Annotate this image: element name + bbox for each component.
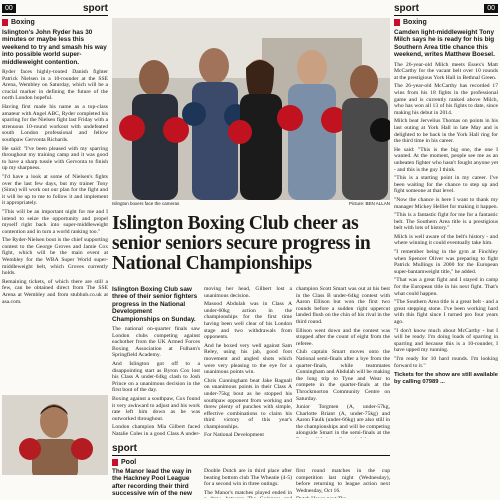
article-paragraph (296, 496, 390, 498)
tickets-note: Tickets for the show are still available by calling 07989 ... (394, 372, 498, 385)
article-paragraph: Junior Torgmen (A, under-57kg, Charlotte Briant (A, under-75kg) and Aaron Faulk (under-66kg) are also still in the championships and will be competing alongside Smart in the semi-finals at the (296, 404, 390, 437)
main-headline: Islington Boxing Club cheer as senior seniors secure progress in National Championships (112, 213, 371, 274)
article-paragraph: first round matches in the cup competition last night (Wednesday), before returning to league action next Wednesday, Oct 16. (296, 468, 390, 494)
red-tag-icon (112, 459, 118, 466)
boxer-portrait-photo (2, 395, 108, 475)
article-paragraph: And Islington got off to a disappointing start as Byron Cox lost his Class A under-64kg clash to Josh Prince on a unanimous decision in the first bout of the day. (112, 361, 200, 394)
article-paragraph: moving her head, Gilbert lost a unanimous decision. (204, 286, 292, 299)
section-header-left (2, 2, 108, 16)
main-col-3 (296, 286, 390, 438)
article-paragraph: He said: "This is the big one, the one I wanted. At the moment, people see me as an unbeaten fighter who hasn't fought anyone yet - and this is the guy I think. (394, 146, 498, 173)
article-paragraph: Club captain Smart moves onto the National semi-finals after a bye from the quarter-finals, while teammates Cunningham and Abdulah will be making the long trip to Tyne and Wear to compete in the quarter-finals at the Throckmorton Community Centre on Saturday. (296, 349, 390, 402)
article-paragraph: Ellison went down and the contest was stopped after the count of eight from the referee. (296, 327, 390, 347)
article-paragraph: Double Dutch are in third place after beating bottom club The Wheatie (4-5) for a second win in three outings. (204, 468, 292, 488)
article-paragraph: Ryder faces highly-touted Danish fighter Patrick Nielsen in a 10-rounder at the SSE Arena, Wembley on Saturday, which will be a crucial marker in defining the future of the north London hopeful. (2, 69, 108, 102)
article-paragraph: The 26-year-old McCarthy has recorded 17 wins from his 18 fights in the professional game and is currently ranked above Milch, who has won all 13 of his fights to date, since making his debut in 2014. (394, 83, 498, 116)
article-paragraph: Milch is well aware of the belt's history - and where winning it could eventually take him. (394, 233, 498, 247)
photo-caption (112, 201, 390, 206)
article-paragraph: Having first made his name as a top-class amateur with Angel ABC, Ryder completed his sparring for the Nielsen fight last Friday with a strenuous 10-round workout with undefeated south London professional and fellow southpaw Gervonta Richards. (2, 104, 108, 143)
article-paragraph: "This is a starting point in my career. I've been waiting for the chance to step up and fight someone at that level. (394, 175, 498, 195)
article-paragraph: "That was a great fight and I stayed in camp for the European title in his next fight. That's what could happen. (394, 277, 498, 297)
section-header-right (394, 2, 498, 16)
sport-label: sport (394, 3, 419, 14)
article-paragraph: And he boxed very well against Sam Reley, using his jab, good foot movement and angled shots which were very pleasing to the eye for a unanimous points win. (204, 342, 292, 376)
page-number: 00 (2, 4, 16, 13)
article-paragraph: The Ryder-Nielsen bout is the chief supporting contest to the George Groves and Jamie Cox fight, which will be the main event at Wembley for the WBA Super World super-middleweight belt, which Groves currently holds. (2, 237, 108, 277)
red-tag-icon (394, 19, 400, 26)
article-paragraph: "I'm ready for 10 hard rounds. I'm looking forward to it." (394, 355, 498, 369)
caption-credit: Picture: BEN ALLAN (348, 201, 390, 206)
article-paragraph: champion Scott Smart was out at his best in the Class B under-64kg contest with Aaron Ellison but won the first two rounds before a sudden right uppercut landed flush on the chin of his rival in the third round. (296, 286, 390, 325)
section-kicker: Boxing (2, 19, 108, 26)
section-kicker: Boxing (394, 19, 498, 26)
sport-label: sport (83, 3, 108, 14)
red-tag-icon (2, 19, 8, 26)
article-paragraph: Remaining tickets, of which there are still a few, can be obtained direct from The SSE Arena at Wembley and from stubhub.co.uk at asa.com. (2, 278, 108, 305)
page-number: 00 (484, 4, 498, 13)
caption-text: Islington boxers face the cameras (112, 201, 180, 206)
main-col-1 (112, 286, 200, 438)
article-paragraph: "I don't know much about McCarthy - but I will be ready. I'm doing loads of sparring in sparring and because this is a 10-rounder, I have upped my running. (394, 327, 498, 354)
article-lead: The Manor lead the way in the Hackney Pool League after recording their third successive win of the new (112, 468, 192, 498)
article-lead: Camden light-middleweight Tony Milch says he is ready for his big Southern Area title chance this weekend, writes Matthew Boesel. (394, 29, 495, 59)
sport-label: sport (112, 443, 137, 454)
pool-section (112, 442, 390, 498)
section-kicker: Pool (112, 459, 390, 466)
article-paragraph: "This is a fantastic fight for me for a fantastic belt. The Southern Area title is a prestigious belt with lots of history." (394, 212, 498, 232)
article-paragraph: "I remember being in the gym at Finchley when Spencer Oliver was preparing to fight Patrick Mullings in 2000 for the European super-bantamweight title," he added. (394, 249, 498, 275)
article-paragraph: For National Development (204, 432, 264, 438)
article-paragraph: Boxing against a southpaw, Cox found it very awkward to adjust and his work rate left him down as he was outworked throughout. (112, 395, 200, 422)
article-paragraph: Masood Abdulah was in Class A under-60kg action in the championships for the first time having been well clear of his London stage and two withdrawals from opponents. (204, 301, 292, 341)
article-paragraph: "The Southern Area title is a great belt - and a great stepping stone. I've been working hard with this fight since I turned pro four years ago. (394, 299, 498, 325)
article-lead: Islington Boxing Club saw three of their senior fighters progress in the National Development Championships on Sunday. (112, 286, 198, 323)
article-paragraph: The Manor's matches played ended in (204, 489, 292, 496)
article-lead: Islington's John Ryder has 30 minutes or maybe less this weekend to try and smash his way into possible world super-middleweight contention. (2, 29, 107, 66)
article-paragraph: London champion Mia Gilbert faced Natalie Coles in a good Class A under- (112, 424, 200, 437)
right-column (394, 2, 498, 498)
article-paragraph: The 26-year-old Milch meets Essex's Matt McCarthy for the vacant belt over 10 rounds at the prestigious York Hall in Bethnal Green. (394, 61, 498, 81)
article-paragraph: The national on-quarter finals saw London clubs competing against eachother from the UK Armed Forces Boxing Association at Fulham's Springfield Academy. (112, 326, 200, 359)
main-col-2 (204, 286, 292, 438)
article-paragraph: Milch beat Jervelius Thomas on points in his last outing at York Hall in late May and is delighted to be back in the York Hall ring for the third time in his career. (394, 118, 498, 145)
boxers-group-photo (112, 18, 390, 200)
article-paragraph: "Now the chance is here I want to thank my manager Mickey Helliet for making it happen. (394, 196, 498, 210)
article-paragraph: "This will be an important night for me and I intend to seize the opportunity and propel myself right back into super-middleweight contention and in turn a world ranking too." (2, 208, 108, 235)
article-paragraph: "I'd have a look at some of Nielsen's fights over the last few days, but my trainer Tony (Sims) will work out our plan for the fight and it will be up to me to follow it and implement it appropriately. (2, 173, 108, 207)
section-header-pool (112, 442, 390, 456)
article-paragraph: He said: "I've been pleased with my sparring throughout my training camp and it was good to have a sharp tussle with Gervonta to finish up my sharpness. (2, 145, 108, 172)
article-paragraph: Chris Cunningham beat Jake Bagnall on unanimous points in their Class A under-75kg bout as he stopped his southpaw opponent from working and threw plenty of punches with simple, effective combinations to claim his third victory of this year's championships. (204, 377, 292, 430)
